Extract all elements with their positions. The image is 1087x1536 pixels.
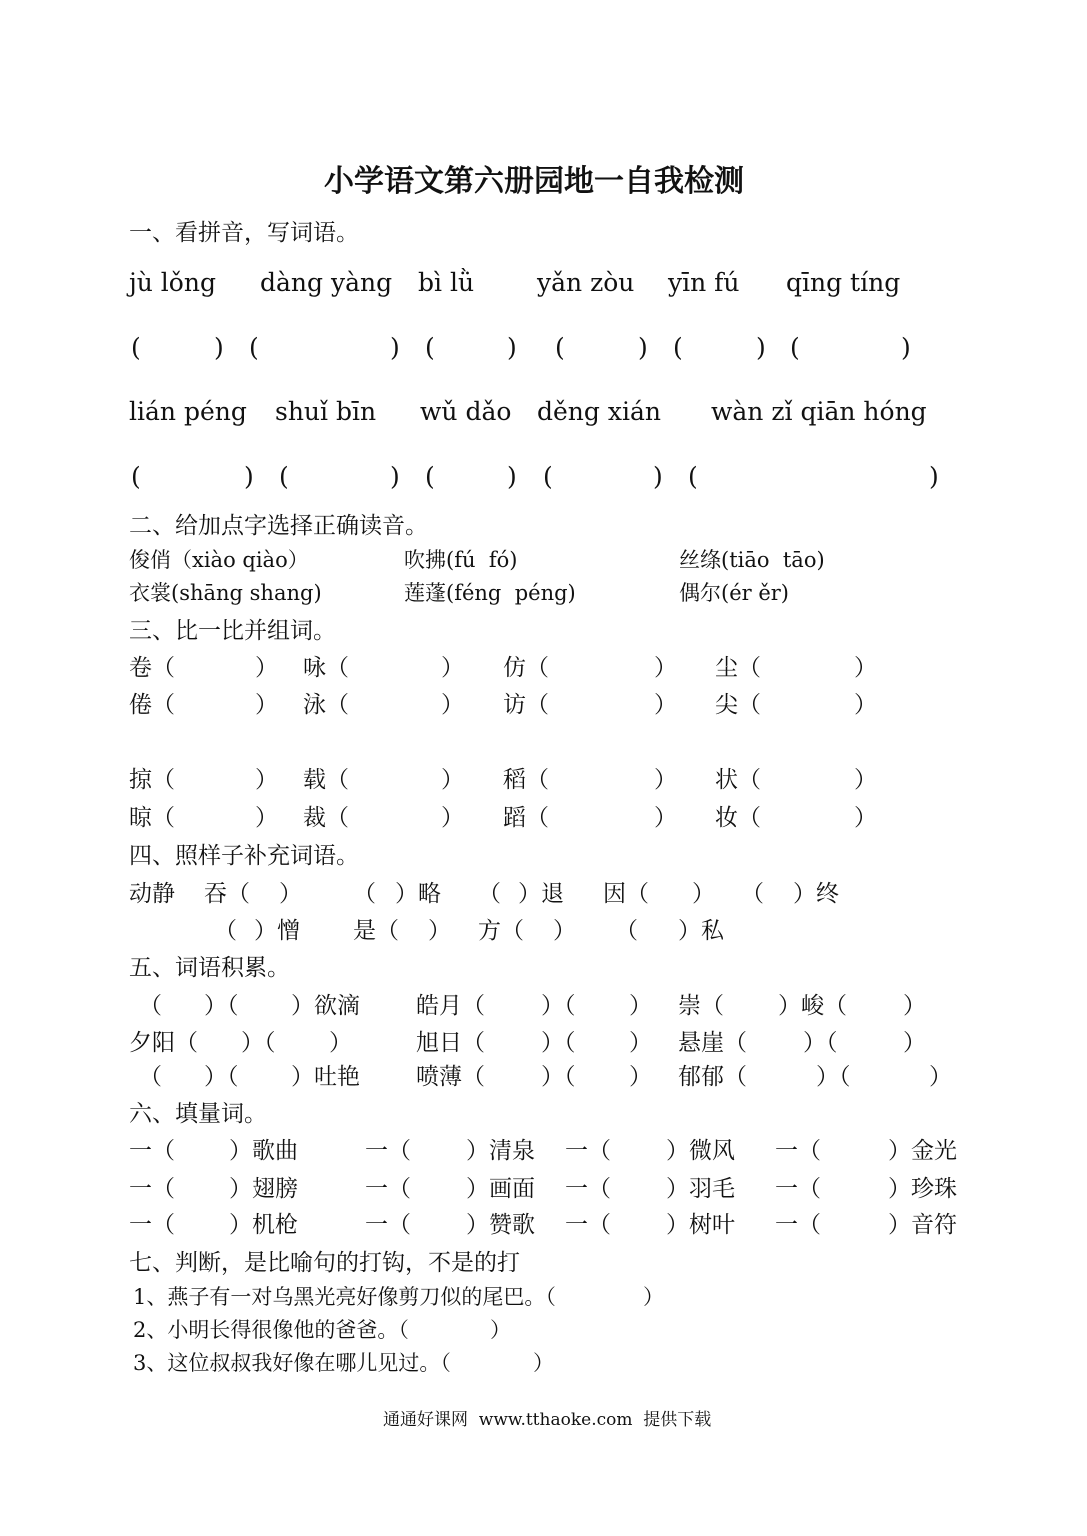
compare-blank-close: ）	[255, 655, 278, 681]
compare-blank-close: ）	[441, 767, 464, 793]
answer-blank-close: )	[638, 333, 648, 362]
idiom-part: （	[139, 1064, 162, 1090]
measure-word-item: 一（	[565, 1212, 611, 1238]
compare-blank-close: ）	[854, 805, 877, 831]
fill-word: ）	[279, 881, 302, 907]
compare-blank-close: ）	[854, 767, 877, 793]
section-1-heading: 一、看拼音，写词语。	[129, 220, 359, 246]
judgment-sentence: 1、燕子有一对乌黑光亮好像剪刀似的尾巴。（	[133, 1285, 556, 1309]
idiom-part: 崇（	[678, 993, 724, 1019]
fill-word: 方（	[478, 918, 524, 944]
measure-word-item: 一（	[129, 1138, 175, 1164]
idiom-part: ）	[929, 1064, 952, 1090]
section-5-heading: 五、词语积累。	[129, 955, 290, 981]
idiom-part: ）	[903, 1030, 926, 1056]
compare-word: 泳（	[303, 692, 349, 718]
pinyin-item: jù lǒng	[129, 268, 216, 297]
fill-word: ）退	[518, 881, 564, 907]
measure-word-item: ）树叶	[666, 1212, 735, 1238]
compare-word: 卷（	[129, 655, 175, 681]
section-6-heading: 六、填量词。	[129, 1101, 267, 1127]
compare-word: 裁（	[303, 805, 349, 831]
measure-word-item: ）微风	[666, 1138, 735, 1164]
compare-blank-close: ）	[854, 692, 877, 718]
fill-word: ）憎	[254, 918, 300, 944]
idiom-part: ）（	[241, 1030, 276, 1056]
fill-word: （	[741, 881, 764, 907]
answer-blank-open: (	[790, 333, 800, 362]
compare-word: 仿（	[503, 655, 549, 681]
measure-word-item: 一（	[565, 1176, 611, 1202]
measure-word-item: ）音符	[888, 1212, 957, 1238]
answer-blank-open: (	[555, 333, 565, 362]
measure-word-item: 一（	[565, 1138, 611, 1164]
fill-word: 是（	[353, 918, 399, 944]
pinyin-item: dàng yàng	[260, 268, 393, 297]
measure-word-item: 一（	[775, 1212, 821, 1238]
compare-blank-close: ）	[854, 655, 877, 681]
compare-blank-close: ）	[441, 655, 464, 681]
compare-word: 咏（	[303, 655, 349, 681]
compare-word: 稻（	[503, 767, 549, 793]
idiom-part: ）峻（	[778, 993, 847, 1019]
compare-blank-close: ）	[255, 767, 278, 793]
idiom-part: ）欲滴	[291, 993, 360, 1019]
idiom-part: 夕阳（	[129, 1030, 198, 1056]
idiom-part: （	[139, 993, 162, 1019]
answer-blank-open: (	[425, 333, 435, 362]
compare-word: 掠（	[129, 767, 175, 793]
compare-word: 尘（	[715, 655, 761, 681]
compare-blank-close: ）	[654, 655, 677, 681]
judgment-sentence: 3、这位叔叔我好像在哪儿见过。（	[133, 1351, 451, 1375]
section-4-heading: 四、照样子补充词语。	[129, 843, 359, 869]
reading-choice-item: 莲蓬(féng péng)	[404, 581, 576, 605]
idiom-part: 旭日（	[416, 1030, 485, 1056]
idiom-part: ）吐艳	[291, 1064, 360, 1090]
answer-blank-close: )	[244, 462, 254, 491]
measure-word-item: 一（	[365, 1176, 411, 1202]
idiom-part: 郁郁（	[678, 1064, 747, 1090]
section-2-heading: 二、给加点字选择正确读音。	[129, 513, 428, 539]
measure-word-item: ）画面	[466, 1176, 535, 1202]
compare-word: 状（	[715, 767, 761, 793]
idiom-part: ）（	[541, 993, 576, 1019]
answer-blank-open: (	[249, 333, 259, 362]
measure-word-item: ）珍珠	[888, 1176, 957, 1202]
section-3-heading: 三、比一比并组词。	[129, 618, 336, 644]
answer-blank-close: )	[901, 333, 911, 362]
answer-blank-close: )	[390, 333, 400, 362]
measure-word-item: ）机枪	[229, 1212, 298, 1238]
compare-word: 蹈（	[503, 805, 549, 831]
compare-blank-close: ）	[441, 805, 464, 831]
compare-blank-close: ）	[654, 805, 677, 831]
compare-word: 访（	[503, 692, 549, 718]
fill-word: （	[615, 918, 638, 944]
idiom-part: 悬崖（	[678, 1030, 747, 1056]
measure-word-item: ）清泉	[466, 1138, 535, 1164]
fill-word: 因（	[603, 881, 649, 907]
fill-word: ）私	[678, 918, 724, 944]
answer-blank-close: )	[653, 462, 663, 491]
answer-blank-close: )	[756, 333, 766, 362]
example-word: 动静	[129, 881, 175, 907]
pinyin-item: qīng tíng	[786, 268, 901, 297]
judgment-sentence: 2、小明长得很像他的爸爸。（	[133, 1318, 409, 1342]
idiom-part: 喷薄（	[416, 1064, 485, 1090]
fill-word: （	[353, 881, 376, 907]
measure-word-item: 一（	[775, 1176, 821, 1202]
measure-word-item: ）金光	[888, 1138, 957, 1164]
compare-blank-close: ）	[654, 767, 677, 793]
idiom-part: ）	[903, 993, 926, 1019]
page-footer: 通通好课网 www.tthaoke.com 提供下载	[383, 1410, 712, 1430]
reading-choice-item: 吹拂(fú fó)	[404, 548, 518, 572]
compare-word: 妆（	[715, 805, 761, 831]
judgment-blank-close: ）	[533, 1351, 554, 1375]
answer-blank-open: (	[131, 462, 141, 491]
answer-blank-close: )	[929, 462, 939, 491]
pinyin-item: lián péng	[129, 397, 247, 426]
measure-word-item: 一（	[129, 1212, 175, 1238]
answer-blank-close: )	[507, 333, 517, 362]
idiom-part: 皓月（	[416, 993, 485, 1019]
measure-word-item: 一（	[365, 1212, 411, 1238]
idiom-part: ）（	[816, 1064, 851, 1090]
compare-blank-close: ）	[255, 692, 278, 718]
reading-choice-item: 衣裳(shāng shang)	[129, 581, 322, 605]
answer-blank-open: (	[131, 333, 141, 362]
fill-word: ）	[553, 918, 576, 944]
idiom-part: ）	[629, 1030, 652, 1056]
idiom-part: ）	[629, 993, 652, 1019]
compare-word: 倦（	[129, 692, 175, 718]
compare-word: 晾（	[129, 805, 175, 831]
answer-blank-open: (	[425, 462, 435, 491]
measure-word-item: ）翅膀	[229, 1176, 298, 1202]
pinyin-item: děng xián	[537, 397, 661, 426]
fill-word: 吞（	[204, 881, 250, 907]
reading-choice-item: 丝绦(tiāo tāo)	[679, 548, 825, 572]
pinyin-item: wàn zǐ qiān hóng	[711, 397, 927, 426]
answer-blank-close: )	[214, 333, 224, 362]
section-7-heading: 七、判断，是比喻句的打钩，不是的打	[129, 1250, 520, 1276]
compare-word: 尖（	[715, 692, 761, 718]
measure-word-item: ）赞歌	[466, 1212, 535, 1238]
measure-word-item: ）歌曲	[229, 1138, 298, 1164]
reading-choice-item: 俊俏（xiào qiào）	[129, 548, 309, 572]
pinyin-item: yīn fú	[668, 268, 740, 297]
answer-blank-open: (	[543, 462, 553, 491]
idiom-part: ）（	[541, 1030, 576, 1056]
idiom-part: ）	[329, 1030, 352, 1056]
fill-word: ）终	[793, 881, 839, 907]
pinyin-item: shuǐ bīn	[275, 397, 377, 426]
measure-word-item: 一（	[775, 1138, 821, 1164]
reading-choice-item: 偶尔(ér ěr)	[679, 581, 789, 605]
answer-blank-open: (	[279, 462, 289, 491]
compare-word: 载（	[303, 767, 349, 793]
fill-word: （	[214, 918, 237, 944]
answer-blank-close: )	[390, 462, 400, 491]
judgment-blank-close: ）	[643, 1285, 664, 1309]
answer-blank-open: (	[688, 462, 698, 491]
fill-word: ）略	[395, 881, 441, 907]
idiom-part: ）（	[204, 993, 239, 1019]
compare-blank-close: ）	[441, 692, 464, 718]
idiom-part: ）（	[541, 1064, 576, 1090]
answer-blank-close: )	[507, 462, 517, 491]
fill-word: （	[478, 881, 501, 907]
page-title: 小学语文第六册园地一自我检测	[324, 164, 744, 199]
pinyin-item: bì lǜ	[418, 268, 475, 297]
measure-word-item: ）羽毛	[666, 1176, 735, 1202]
idiom-part: ）（	[803, 1030, 838, 1056]
measure-word-item: 一（	[129, 1176, 175, 1202]
compare-blank-close: ）	[654, 692, 677, 718]
pinyin-item: yǎn zòu	[537, 268, 635, 297]
idiom-part: ）	[629, 1064, 652, 1090]
idiom-part: ）（	[204, 1064, 239, 1090]
measure-word-item: 一（	[365, 1138, 411, 1164]
fill-word: ）	[692, 881, 715, 907]
fill-word: ）	[428, 918, 451, 944]
pinyin-item: wǔ dǎo	[420, 397, 512, 426]
judgment-blank-close: ）	[490, 1318, 511, 1342]
compare-blank-close: ）	[255, 805, 278, 831]
answer-blank-open: (	[673, 333, 683, 362]
